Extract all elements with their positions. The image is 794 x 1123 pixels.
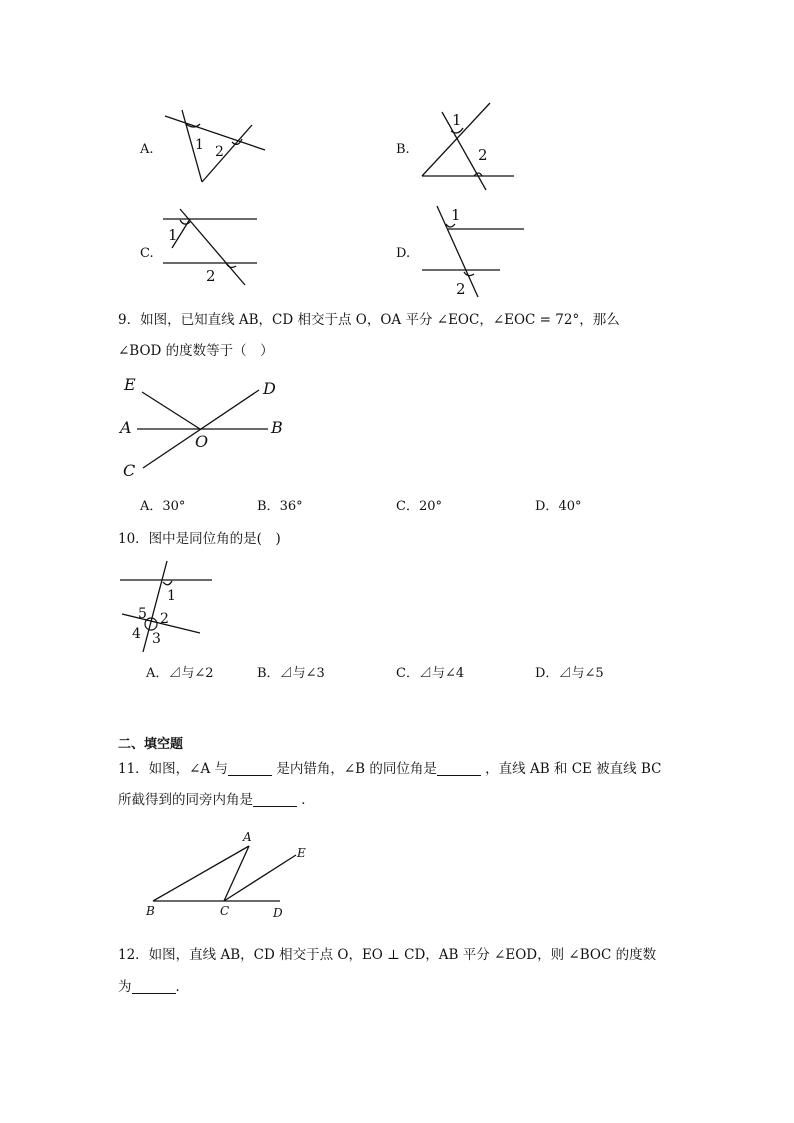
q10-text: 10．图中是同位角的是( ) xyxy=(118,531,281,547)
q9-label-e: E xyxy=(124,375,136,394)
q8b-angle-1: 1 xyxy=(452,111,462,129)
q12-blank[interactable] xyxy=(132,979,176,994)
q12-line2: 为 ． xyxy=(118,979,189,995)
q11-label-d: D xyxy=(273,906,283,920)
q8a-angle-2: 2 xyxy=(215,144,224,160)
q11-line1: 11．如图，∠A 与 是内错角，∠B 的同位角是 ，直线 AB 和 CE 被直线 BC xyxy=(118,761,662,777)
q9-label-c: C xyxy=(123,461,136,480)
q11-label-b: B xyxy=(146,904,155,918)
q9-option-c: C．20° xyxy=(396,499,442,514)
q9-option-b: B．36° xyxy=(257,499,303,514)
q10-angle-3: 3 xyxy=(152,631,161,647)
q11-label-a: A xyxy=(243,830,252,844)
q11-line2: 所截得到的同旁内角是 ． xyxy=(118,792,315,808)
option-a-label: A. xyxy=(140,142,154,157)
q10-angle-4: 4 xyxy=(132,626,141,642)
q8d-angle-2: 2 xyxy=(456,280,466,298)
q10-angle-1: 1 xyxy=(167,588,176,604)
q9-label-d: D xyxy=(263,379,276,398)
q9-option-a: A．30° xyxy=(140,499,186,514)
q8b-angle-2: 2 xyxy=(478,146,488,164)
q10-angle-2: 2 xyxy=(160,611,169,627)
q8c-angle-2: 2 xyxy=(206,267,216,285)
q9-label-a: A xyxy=(120,418,132,437)
option-d-label: D. xyxy=(396,246,411,261)
q10-option-b: B．⊿与∠3 xyxy=(257,666,325,681)
q10-angle-5: 5 xyxy=(138,606,147,622)
q9-text-line2: ∠BOD 的度数等于（ ） xyxy=(118,343,274,359)
q12-text-line1: 12．如图，直线 AB，CD 相交于点 O，EO ⊥ CD，AB 平分 ∠EOD，则 ∠BOC 的度数 xyxy=(118,947,657,963)
section-title: 二、填空题 xyxy=(118,737,184,752)
q10-option-a: A．⊿与∠2 xyxy=(146,666,214,681)
q9-label-b: B xyxy=(271,418,283,437)
q8c-angle-1: 1 xyxy=(168,226,178,244)
q11-label-e: E xyxy=(297,846,306,860)
option-b-label: B. xyxy=(396,142,410,157)
q10-option-d: D．⊿与∠5 xyxy=(535,666,604,681)
q8d-angle-1: 1 xyxy=(451,206,461,224)
q11-label-c: C xyxy=(220,904,230,918)
q10-option-c: C．⊿与∠4 xyxy=(396,666,465,681)
q9-text-line1: 9．如图，已知直线 AB，CD 相交于点 O，OA 平分 ∠EOC，∠EOC = 72°，那么 xyxy=(118,312,620,328)
q9-option-d: D．40° xyxy=(535,499,582,514)
q8a-angle-1: 1 xyxy=(195,137,204,153)
q9-label-o: O xyxy=(195,432,209,451)
option-c-label: C. xyxy=(140,246,154,261)
